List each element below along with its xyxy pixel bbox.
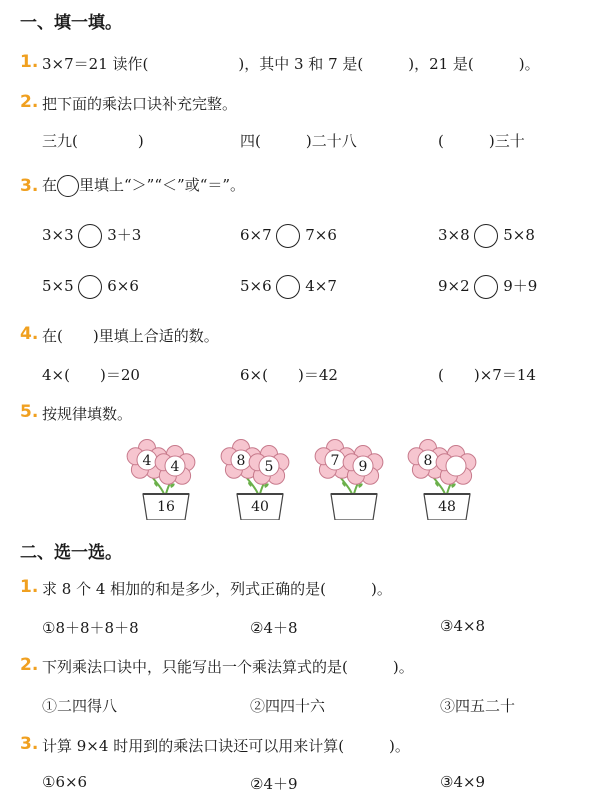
fill-item: 四( )二十八 [240, 132, 357, 150]
flower-number: 8 [423, 453, 433, 469]
compare-item: 3×3 3＋3 [42, 224, 141, 248]
flower-pots-illustration [120, 438, 500, 520]
fill-item: 三九( ) [42, 132, 144, 150]
choice-option[interactable]: ①8＋8＋8＋8 [42, 619, 139, 637]
choice-option[interactable]: ①二四得八 [42, 697, 118, 715]
question-number: 1. [20, 52, 39, 72]
answer-circle[interactable] [474, 275, 498, 299]
question-number: 3. [20, 734, 39, 754]
compare-item: 6×7 7×6 [240, 224, 337, 248]
section-title-1: 一、填一填。 [20, 13, 122, 33]
question-number: 3. [20, 176, 39, 196]
flower-number: 8 [236, 453, 246, 469]
answer-circle[interactable] [276, 224, 300, 248]
question-text: 把下面的乘法口诀补充完整。 [42, 95, 238, 113]
answer-circle[interactable] [276, 275, 300, 299]
flower-number: 9 [358, 459, 368, 475]
answer-circle[interactable] [78, 224, 102, 248]
choice-option[interactable]: ③四五二十 [440, 697, 516, 715]
flower-number: 5 [264, 459, 274, 475]
fill-item: ( )×7＝14 [438, 366, 536, 384]
question-number: 2. [20, 92, 39, 112]
answer-circle[interactable] [474, 224, 498, 248]
question-text: 3×7＝21 读作( )，其中 3 和 7 是( )，21 是( )。 [42, 55, 540, 73]
flower-number: 7 [330, 453, 340, 469]
fill-item: ( )三十 [438, 132, 525, 150]
flower-number: 4 [170, 459, 180, 475]
compare-item: 9×2 9＋9 [438, 275, 537, 299]
question-number: 5. [20, 402, 39, 422]
question-text: 在( )里填上合适的数。 [42, 327, 219, 345]
question-text: 按规律填数。 [42, 405, 133, 423]
compare-item: 5×6 4×7 [240, 275, 337, 299]
pot-number: 48 [438, 499, 456, 515]
question-number: 4. [20, 324, 39, 344]
fill-item: 6×( )＝42 [240, 366, 338, 384]
compare-circle-icon [57, 175, 79, 197]
choice-option[interactable]: ②4＋9 [250, 775, 298, 793]
question-text: 计算 9×4 时用到的乘法口诀还可以用来计算( )。 [42, 737, 410, 755]
choice-option[interactable]: ②四四十六 [250, 697, 326, 715]
pot-number: 40 [251, 499, 269, 515]
compare-item: 3×8 5×8 [438, 224, 535, 248]
choice-option[interactable]: ①6×6 [42, 773, 88, 791]
answer-circle[interactable] [78, 275, 102, 299]
flower-pots-figure [120, 438, 500, 520]
choice-option[interactable]: ③4×8 [440, 617, 486, 635]
section-title-2: 二、选一选。 [20, 543, 122, 563]
pot-number: 16 [157, 499, 175, 515]
compare-item: 5×5 6×6 [42, 275, 139, 299]
question-text: 求 8 个 4 相加的和是多少，列式正确的是( )。 [42, 580, 392, 598]
fill-item: 4×( )＝20 [42, 366, 140, 384]
choice-option[interactable]: ③4×9 [440, 773, 486, 791]
question-text: 下列乘法口诀中，只能写出一个乘法算式的是( )。 [42, 658, 414, 676]
question-number: 1. [20, 577, 39, 597]
question-text: 在 里填上“＞”“＜”或“＝”。 [42, 174, 245, 197]
flower-number: 4 [142, 453, 152, 469]
choice-option[interactable]: ②4＋8 [250, 619, 298, 637]
question-number: 2. [20, 655, 39, 675]
